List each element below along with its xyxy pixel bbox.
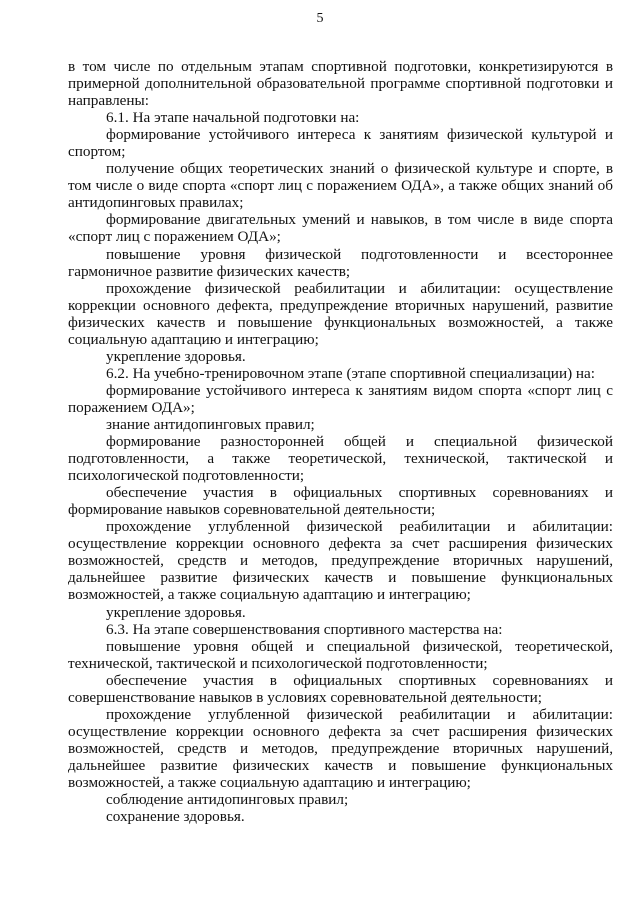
paragraph: получение общих теоретических знаний о физической культуре и спорте, в том числе о виде спорта «спорт лиц с поражением ОДА», а также общих знаний об антидопинговых правилах; xyxy=(68,160,613,212)
paragraph: повышение уровня физической подготовленности и всестороннее гармоничное развитие физических качеств; xyxy=(68,245,613,280)
paragraph: прохождение углубленной физической реабилитации и абилитации: осуществление коррекции основного дефекта за счет расширения физических возможностей, средств и методов, предупреждение вторичных нарушений, дальнейшее развитие физических качеств и повышение функциональных возможностей, а также социальную адаптацию и интеграцию; xyxy=(68,518,613,604)
paragraph: 6.2. На учебно-тренировочном этапе (этапе спортивной специализации) на: xyxy=(106,364,596,382)
paragraph: формирование устойчивого интереса к занятиям физической культурой и спортом; xyxy=(68,126,613,161)
paragraph: знание антидопинговых правил; xyxy=(106,415,315,433)
paragraph: формирование двигательных умений и навыков, в том числе в виде спорта «спорт лиц с поражением ОДА»; xyxy=(68,211,613,246)
paragraph: прохождение углубленной физической реабилитации и абилитации: осуществление коррекции основного дефекта за счет расширения физических возможностей, средств и методов, предупреждение вторичных нарушений, дальнейшее развитие физических качеств и повышение функциональных возможностей, а также социальную адаптацию и интеграцию; xyxy=(68,705,613,791)
paragraph: формирование разносторонней общей и специальной физической подготовленности, а также теоретической, технической, тактической и психологической подготовленности; xyxy=(68,433,613,485)
paragraph: обеспечение участия в официальных спортивных соревнованиях и формирование навыков соревновательной деятельности; xyxy=(68,484,613,519)
paragraph: повышение уровня общей и специальной физической, теоретической, технической, тактической и психологической подготовленности; xyxy=(68,637,613,672)
paragraph: соблюдение антидопинговых правил; xyxy=(106,791,349,809)
paragraph: укрепление здоровья. xyxy=(106,603,246,621)
paragraph: сохранение здоровья. xyxy=(106,808,245,826)
paragraph: формирование устойчивого интереса к занятиям видом спорта «спорт лиц с поражением ОДА»; xyxy=(68,381,613,416)
document-body xyxy=(68,58,613,825)
paragraph: укрепление здоровья. xyxy=(106,347,246,365)
paragraph: прохождение физической реабилитации и абилитации: осуществление коррекции основного дефекта, предупреждение вторичных нарушений, развитие физических качеств и повышение функциональных возможностей, а также социальную адаптацию и интеграцию; xyxy=(68,279,613,348)
paragraph: в том числе по отдельным этапам спортивной подготовки, конкретизируются в примерной дополнительной образовательной программе спортивной подготовки и направлены: xyxy=(68,58,613,110)
paragraph: 6.1. На этапе начальной подготовки на: xyxy=(106,109,360,127)
paragraph: обеспечение участия в официальных спортивных соревнованиях и совершенствование навыков в условиях соревновательной деятельности; xyxy=(68,671,613,706)
page-number: 5 xyxy=(316,11,324,26)
paragraph: 6.3. На этапе совершенствования спортивного мастерства на: xyxy=(106,620,503,638)
